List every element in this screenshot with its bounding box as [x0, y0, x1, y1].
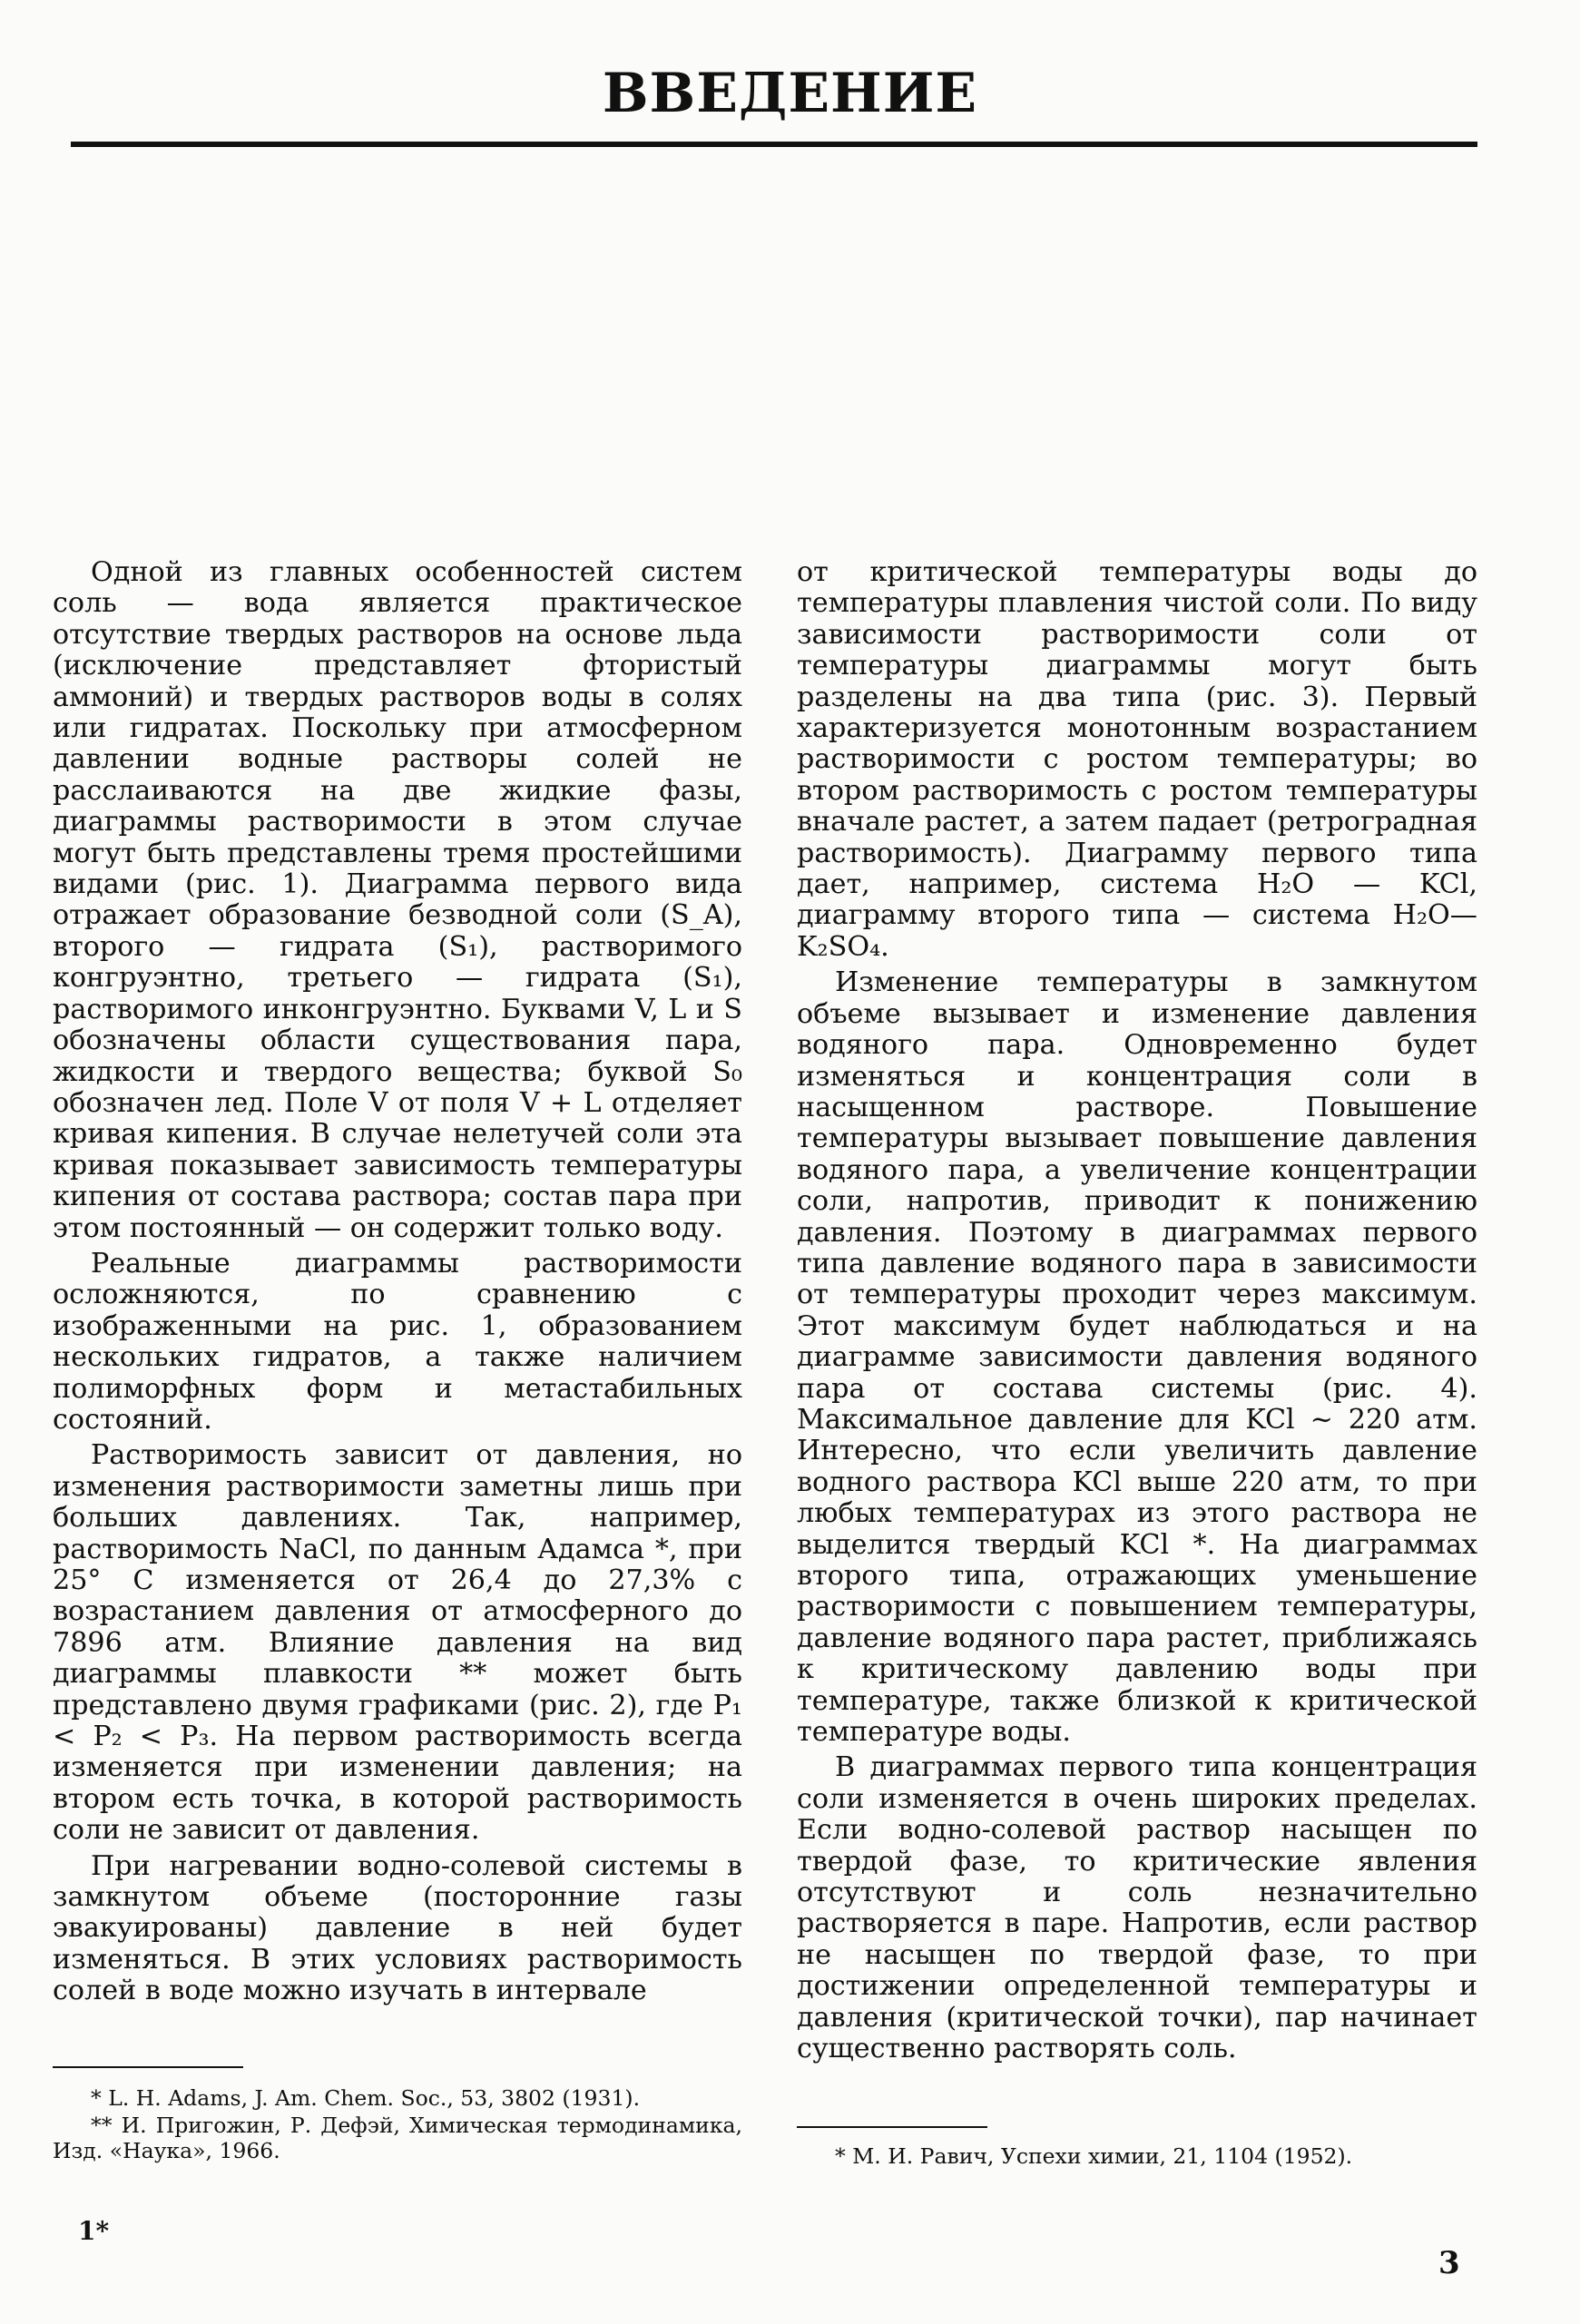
- paragraph: от критической температуры воды до температуры плавления чистой соли. По виду зависимости растворимости соли от температуры диаграммы могут быть разделены на два типа (рис. 3). Первый характеризуется монотонным возрастанием растворимости с ростом температуры; во втором растворимость с ростом температуры вначале растет, а затем падает (ретроградная растворимость). Диаграмму первого типа дает, например, система H₂O — KCl, диаграмму второго типа — система H₂O— K₂SO₄.: [797, 556, 1477, 963]
- footnote: * М. И. Равич, Успехи химии, 21, 1104 (1952).: [835, 2143, 1353, 2169]
- footnotes-right: [797, 2143, 1477, 2171]
- paragraph: При нагревании водно-солевой системы в замкнутом объеме (посторонние газы эвакуированы) давление в ней будет изменяться. В этих условиях растворимость солей в воде можно изучать в интервале: [53, 1849, 742, 2007]
- signature-mark: 1*: [78, 2216, 110, 2246]
- left-column: [53, 557, 742, 2012]
- page-number: 3: [1438, 2245, 1460, 2281]
- right-column: [797, 557, 1477, 2070]
- title-rule: [71, 142, 1477, 147]
- paragraph: Растворимость зависит от давления, но изменения растворимости заметны лишь при больших давлениях. Так, например, растворимость NaCl, по данным Адамса *, при 25° С изменяется от 26,4 до 27,3% с возрастанием давления от атмосферного до 7896 атм. Влияние давления на вид диаграммы плавкости ** может быть представлено двумя графиками (рис. 2), где P₁ < P₂ < P₃. На первом растворимость всегда изменяется при изменении давления; на втором есть точка, в которой растворимость соли не зависит от давления.: [53, 1439, 742, 1847]
- paragraph: Реальные диаграммы растворимости осложняются, по сравнению с изображенными на рис. 1, образованием нескольких гидратов, а также наличием полиморфных форм и метастабильных состояний.: [53, 1247, 742, 1436]
- page-title: ВВЕДЕНИЕ: [602, 62, 978, 125]
- footnotes-left: [53, 2085, 742, 2165]
- paragraph: Одной из главных особенностей систем соль — вода является практическое отсутствие твердых растворов на основе льда (исключение представляет фтористый аммоний) и твердых растворов воды в солях или гидратах. Поскольку при атмосферном давлении водные растворы солей не расслаиваются на две жидкие фазы, диаграммы растворимости в этом случае могут быть представлены тремя простейшими видами (рис. 1). Диаграмма первого вида отражает образование безводной соли (S_A), второго — гидрата (S₁), растворимого конгруэнтно, третьего — гидрата (S₁), растворимого инконгруэнтно. Буквами V, L и S обозначены области существования пара, жидкости и твердого вещества; буквой S₀ обозначен лед. Поле V от поля V + L отделяет кривая кипения. В случае нелетучей соли эта кривая показывает зависимость температуры кипения от состава раствора; состав пара при этом постоянный — он содержит только воду.: [53, 556, 742, 1244]
- footnote-rule-right: [797, 2126, 987, 2128]
- footnote: * L. H. Adams, J. Am. Chem. Soc., 53, 3802 (1931).: [91, 2085, 641, 2111]
- footnote: ** И. Пригожин, Р. Дефэй, Химическая термодинамика, Изд. «Наука», 1966.: [53, 2113, 742, 2163]
- footnote-rule-left: [53, 2066, 243, 2068]
- paragraph: Изменение температуры в замкнутом объеме вызывает и изменение давления водяного пара. Одновременно будет изменяться и концентрация соли в насыщенном растворе. Повышение температуры вызывает повышение давления водяного пара, а увеличение концентрации соли, напротив, приводит к понижению давления. Поэтому в диаграммах первого типа давление водяного пара в зависимости от температуры проходит через максимум. Этот максимум будет наблюдаться и на диаграмме зависимости давления водяного пара от состава системы (рис. 4). Максимальное давление для KCl ~ 220 атм. Интересно, что если увеличить давление водного раствора KCl выше 220 атм, то при любых температурах из этого раствора не выделится твердый KCl *. На диаграммах второго типа, отражающих уменьшение растворимости с повышением температуры, давление водяного пара растет, приближаясь к критическому давлению воды при температуре, также близкой к критической температуре воды.: [797, 966, 1477, 1749]
- paragraph: В диаграммах первого типа концентрация соли изменяется в очень широких пределах. Если водно-солевой раствор насыщен по твердой фазе, то критические явления отсутствуют и соль незначительно растворяется в паре. Напротив, если раствор не насыщен по твердой фазе, то при достижении определенной температуры и давления (критической точки), пар начинает существенно растворять соль.: [797, 1751, 1477, 2065]
